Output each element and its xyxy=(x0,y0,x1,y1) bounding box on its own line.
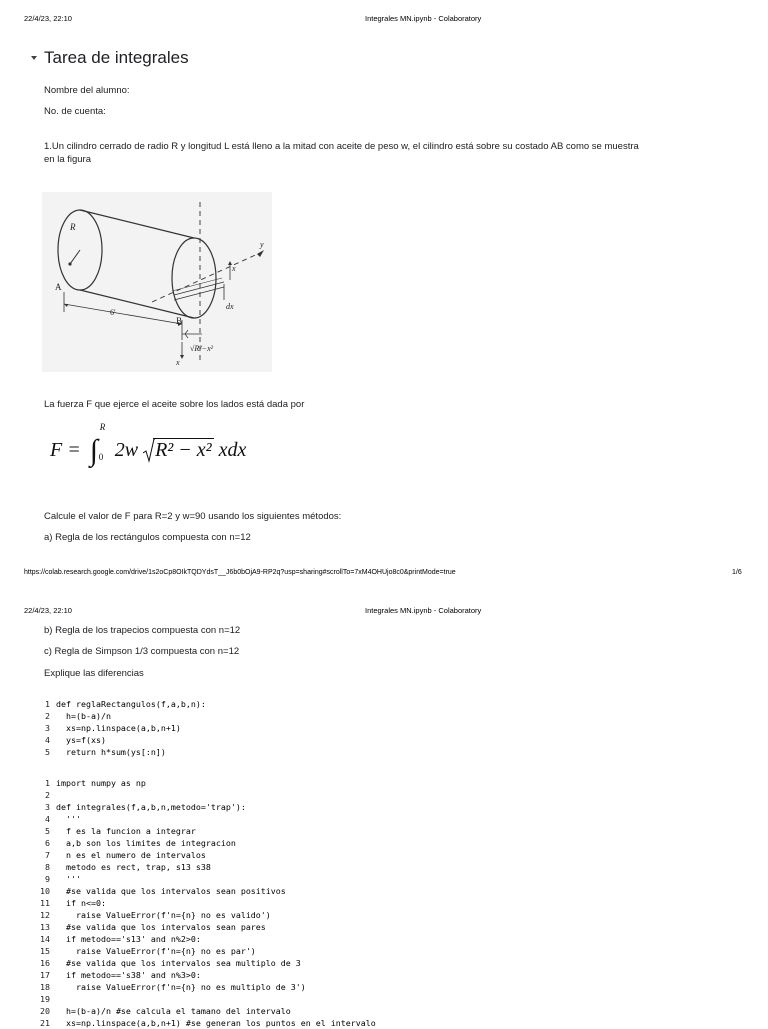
code-line: 9 ''' xyxy=(45,874,81,884)
explique-text: Explique las diferencias xyxy=(44,668,144,679)
figure-label-x-right: x xyxy=(232,264,236,273)
print-header-title: Integrales MN.ipynb - Colaboratory xyxy=(365,14,482,23)
code-line: 10 #se valida que los intervalos sean positivos xyxy=(40,886,286,896)
item-b: b) Regla de los trapecios compuesta con n=12 xyxy=(44,625,241,636)
formula-radicand: R² − x² xyxy=(155,439,212,461)
integral-sign-icon: ∫ xyxy=(89,434,98,467)
code-line: 7 n es el numero de intervalos xyxy=(45,850,206,860)
figure-label-length: 6' xyxy=(110,308,116,317)
code-line: 19 xyxy=(40,994,50,1004)
code-line: 12 raise ValueError(f'n={n} no es valido') xyxy=(40,910,271,920)
problem-line-2: en la figura xyxy=(44,154,92,165)
figure-label-a: A xyxy=(55,282,62,292)
code-line: 3 xs=np.linspace(a,b,n+1) xyxy=(45,723,181,733)
code-line: 20 h=(b-a)/n #se calcula el tamano del intervalo xyxy=(40,1006,291,1016)
collapse-caret-icon[interactable] xyxy=(28,52,40,64)
section-title: Tarea de integrales xyxy=(44,48,189,67)
code-line: 11 if n<=0: xyxy=(40,898,106,908)
problem-statement xyxy=(44,140,724,166)
code-cell-rectangulos[interactable] xyxy=(34,698,734,758)
figure-label-x-bottom: x xyxy=(176,358,180,367)
section-heading[interactable] xyxy=(28,48,189,68)
formula-lhs: F = xyxy=(50,439,81,461)
print-header-date-2: 22/4/23, 22:10 xyxy=(24,606,72,615)
code-line: 1 def reglaRectangulos(f,a,b,n): xyxy=(45,699,206,709)
code-line: 17 if metodo=='s38' and n%3>0: xyxy=(40,970,201,980)
nombre-label: Nombre del alumno: xyxy=(44,85,130,96)
code-cell-integrales[interactable] xyxy=(34,777,754,1029)
figure-label-b: B xyxy=(176,316,183,326)
cuenta-label: No. de cuenta: xyxy=(44,106,106,117)
code-line: 4 ys=f(xs) xyxy=(45,735,106,745)
code-line: 1 import numpy as np xyxy=(45,778,146,788)
print-footer-page: 1/6 xyxy=(732,569,742,576)
formula-upper-limit: R xyxy=(99,422,106,432)
calcule-text: Calcule el valor de F para R=2 y w=90 usando los siguientes métodos: xyxy=(44,511,342,522)
code-line: 3 def integrales(f,a,b,n,metodo='trap'): xyxy=(45,802,246,812)
code-line: 5 f es la funcion a integrar xyxy=(45,826,196,836)
code-line: 15 raise ValueError(f'n={n} no es par') xyxy=(40,946,256,956)
figure-label-r: R xyxy=(70,222,76,232)
code-line: 13 #se valida que los intervalos sean pares xyxy=(40,922,266,932)
problem-line-1: 1.Un cilindro cerrado de radio R y longitud L está lleno a la mitad con aceite de peso w, el cilindro está sobre su costado AB como se muestra xyxy=(44,141,639,152)
code-line: 8 metodo es rect, trap, s13 s38 xyxy=(45,862,211,872)
figure-label-y: y xyxy=(260,240,264,249)
code-line: 21 xs=np.linspace(a,b,n+1) #se generan los puntos en el intervalo xyxy=(40,1018,376,1028)
code-line: 18 raise ValueError(f'n={n} no es multiplo de 3') xyxy=(40,982,306,992)
code-line: 14 if metodo=='s13' and n%2>0: xyxy=(40,934,201,944)
code-line: 5 return h*sum(ys[:n]) xyxy=(45,747,166,757)
force-formula xyxy=(50,422,247,467)
print-header-title-2: Integrales MN.ipynb - Colaboratory xyxy=(365,606,482,615)
item-a: a) Regla de los rectángulos compuesta con n=12 xyxy=(44,532,251,543)
item-c: c) Regla de Simpson 1/3 compuesta con n=12 xyxy=(44,646,240,657)
figure-label-dx: dx xyxy=(226,302,234,311)
print-header-date: 22/4/23, 22:10 xyxy=(24,14,72,23)
formula-coefficient: 2w xyxy=(114,439,139,461)
code-line: 4 ''' xyxy=(45,814,81,824)
formula-lower-limit: 0 xyxy=(98,452,104,462)
fuerza-text: La fuerza F que ejerce el aceite sobre los lados está dada por xyxy=(44,399,305,410)
code-line: 6 a,b son los limites de integracion xyxy=(45,838,236,848)
code-line: 2 xyxy=(45,790,50,800)
cylinder-figure xyxy=(42,192,272,372)
print-footer-url[interactable]: https://colab.research.google.com/drive/1s2oCp8OIkTQDYdsT__J6b0bOjA9-RP2q?usp=sharing#scrollTo=7xM4OHUjo8c0&printMode=true xyxy=(24,569,456,576)
code-line: 16 #se valida que los intervalos sea multiplo de 3 xyxy=(40,958,301,968)
formula-tail: xdx xyxy=(218,439,247,461)
code-line: 2 h=(b-a)/n xyxy=(45,711,111,721)
figure-label-sqrt: √R²−x² xyxy=(190,344,214,353)
